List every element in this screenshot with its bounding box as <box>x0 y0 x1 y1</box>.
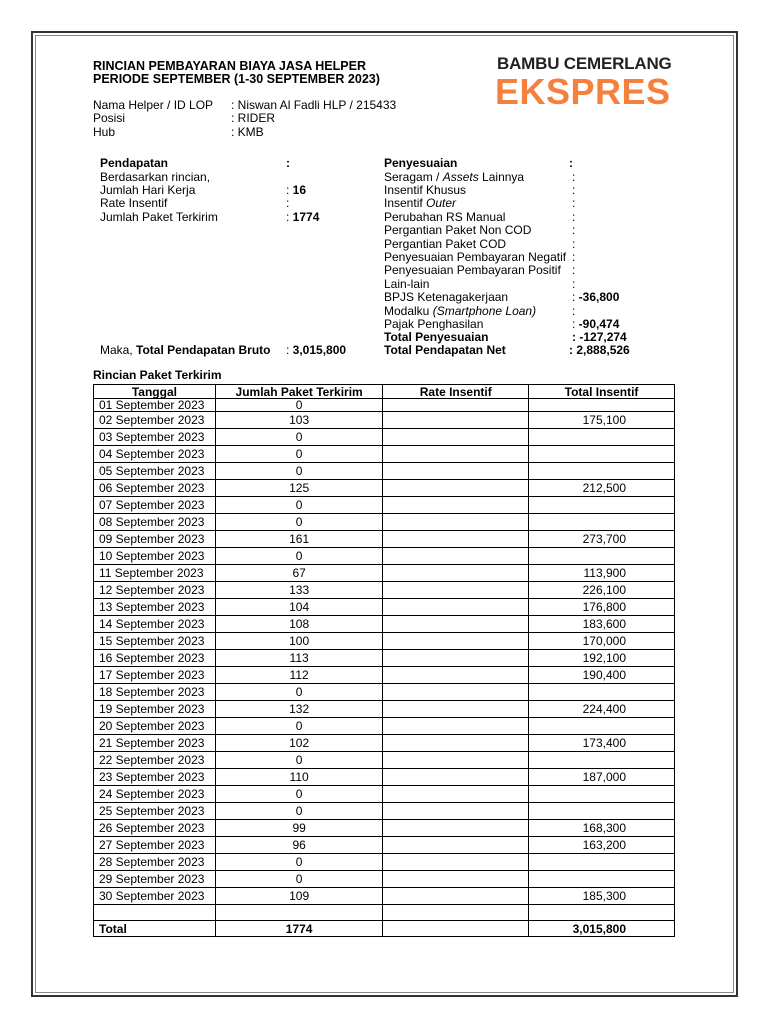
paket-cell: 0 <box>215 684 383 701</box>
paket-cell: 0 <box>215 718 383 735</box>
column-header: Total Insentif <box>529 385 675 399</box>
paket-cell: 108 <box>215 616 383 633</box>
penyesuaian-value: : <box>572 169 576 184</box>
value: 3,015,800 <box>292 343 347 357</box>
rate-cell <box>383 837 529 854</box>
logo-text-top: BAMBU CEMERLANG <box>497 54 672 73</box>
rate-cell <box>383 582 529 599</box>
date-cell: 14 September 2023 <box>94 616 216 633</box>
date-cell: 29 September 2023 <box>94 871 216 888</box>
penyesuaian-label: Penyesuaian Pembayaran Positif <box>384 263 561 278</box>
date-cell: 13 September 2023 <box>94 599 216 616</box>
rate-cell <box>383 565 529 582</box>
title-line-1: RINCIAN PEMBAYARAN BIAYA JASA HELPER <box>93 59 366 73</box>
rate-cell <box>383 718 529 735</box>
rate-cell <box>383 735 529 752</box>
rate-cell <box>383 616 529 633</box>
table-row <box>94 565 675 582</box>
table-row <box>94 820 675 837</box>
insentif-cell: 170,000 <box>529 633 675 650</box>
insentif-cell: 163,200 <box>529 837 675 854</box>
paket-cell: 0 <box>215 514 383 531</box>
table-row <box>94 854 675 871</box>
date-cell: 01 September 2023 <box>94 399 216 412</box>
paket-cell: 0 <box>215 786 383 803</box>
penyesuaian-value: : -36,800 <box>572 290 620 305</box>
rate-cell <box>383 854 529 871</box>
penyesuaian-value: : <box>572 223 576 238</box>
rate-cell <box>383 429 529 446</box>
info-label: Hub <box>93 124 116 139</box>
document-title <box>93 60 380 87</box>
table-row <box>94 514 675 531</box>
table-row <box>94 548 675 565</box>
rate-cell <box>383 531 529 548</box>
rate-cell <box>383 599 529 616</box>
value: -36,800 <box>578 290 620 305</box>
total-pendapatan-net-value: : 2,888,526 <box>569 343 630 357</box>
paket-cell: 0 <box>215 463 383 480</box>
date-cell: 26 September 2023 <box>94 820 216 837</box>
date-cell: 30 September 2023 <box>94 888 216 905</box>
table-row <box>94 701 675 718</box>
penyesuaian-label: Lain-lain <box>384 276 430 291</box>
paket-cell: 132 <box>215 701 383 718</box>
penyesuaian-label: Insentif Khusus <box>384 182 467 197</box>
penyesuaian-value: : <box>572 196 576 211</box>
date-cell: 18 September 2023 <box>94 684 216 701</box>
rate-cell <box>383 871 529 888</box>
column-header: Tanggal <box>94 385 216 399</box>
rate-cell <box>383 650 529 667</box>
table-row <box>94 463 675 480</box>
rate-cell <box>383 786 529 803</box>
insentif-cell: 187,000 <box>529 769 675 786</box>
table-row <box>94 837 675 854</box>
info-value: : RIDER <box>231 111 276 126</box>
rate-cell <box>383 463 529 480</box>
penyesuaian-value: : -90,474 <box>572 316 620 331</box>
table-row <box>94 786 675 803</box>
date-cell: 02 September 2023 <box>94 412 216 429</box>
table-row <box>94 735 675 752</box>
total-pendapatan-bruto <box>100 344 270 357</box>
table-row <box>94 531 675 548</box>
paket-cell: 110 <box>215 769 383 786</box>
pendapatan-heading: Pendapatan <box>100 156 169 170</box>
insentif-cell: 3,015,800 <box>529 921 675 937</box>
insentif-cell <box>529 548 675 565</box>
penyesuaian-value: : <box>572 236 576 251</box>
date-cell: 22 September 2023 <box>94 752 216 769</box>
rate-cell <box>383 446 529 463</box>
date-cell: 24 September 2023 <box>94 786 216 803</box>
rate-cell <box>383 921 529 937</box>
penyesuaian-label: Perubahan RS Manual <box>384 209 506 224</box>
table-row <box>94 718 675 735</box>
paket-cell: 103 <box>215 412 383 429</box>
insentif-cell <box>529 905 675 921</box>
pendapatan-label: Jumlah Paket Terkirim <box>100 209 218 224</box>
insentif-cell: 113,900 <box>529 565 675 582</box>
insentif-cell <box>529 429 675 446</box>
paket-cell: 96 <box>215 837 383 854</box>
date-cell: 28 September 2023 <box>94 854 216 871</box>
date-cell: 27 September 2023 <box>94 837 216 854</box>
rate-cell <box>383 480 529 497</box>
rate-cell <box>383 684 529 701</box>
paket-cell: 161 <box>215 531 383 548</box>
date-cell: 08 September 2023 <box>94 514 216 531</box>
table-row <box>94 752 675 769</box>
paket-cell: 67 <box>215 565 383 582</box>
date-cell: 25 September 2023 <box>94 803 216 820</box>
insentif-cell <box>529 446 675 463</box>
date-cell: 15 September 2023 <box>94 633 216 650</box>
total-pendapatan-net-label: Total Pendapatan Net <box>384 343 506 357</box>
column-header: Rate Insentif <box>383 385 529 399</box>
pendapatan-value: : <box>286 196 290 211</box>
date-cell: Total <box>94 921 216 937</box>
rate-cell <box>383 752 529 769</box>
table-row <box>94 480 675 497</box>
value: 16 <box>292 183 307 197</box>
rate-cell <box>383 905 529 921</box>
penyesuaian-label: Modalku (Smartphone Loan) <box>384 303 537 318</box>
date-cell: 05 September 2023 <box>94 463 216 480</box>
colon: : <box>569 156 573 170</box>
logo-text-bottom: EKSPRES <box>495 71 671 112</box>
penyesuaian-label: Pergantian Paket Non COD <box>384 223 532 238</box>
penyesuaian-label: Seragam / Assets Lainnya <box>384 169 525 184</box>
value: -90,474 <box>578 316 620 331</box>
paket-cell: 0 <box>215 497 383 514</box>
penyesuaian-value: : <box>572 263 576 278</box>
pendapatan-value: : 16 <box>286 183 307 197</box>
insentif-cell <box>529 871 675 888</box>
date-cell: 11 September 2023 <box>94 565 216 582</box>
date-cell: 06 September 2023 <box>94 480 216 497</box>
paket-cell: 0 <box>215 429 383 446</box>
rate-cell <box>383 514 529 531</box>
info-value: : KMB <box>231 124 264 139</box>
rate-cell <box>383 888 529 905</box>
rate-cell <box>383 769 529 786</box>
insentif-cell <box>529 399 675 412</box>
paket-cell: 104 <box>215 599 383 616</box>
penyesuaian-value: : <box>572 209 576 224</box>
info-label: Nama Helper / ID LOP <box>93 98 214 112</box>
insentif-cell: 183,600 <box>529 616 675 633</box>
penyesuaian-value: : <box>572 276 576 291</box>
total-pendapatan-bruto-value: : 3,015,800 <box>286 343 347 357</box>
rate-cell <box>383 667 529 684</box>
table-header-row <box>94 385 675 399</box>
paket-cell: 100 <box>215 633 383 650</box>
date-cell: 12 September 2023 <box>94 582 216 599</box>
insentif-cell <box>529 854 675 871</box>
table-row <box>94 803 675 820</box>
table-caption: Rincian Paket Terkirim <box>93 368 222 382</box>
table-row <box>94 905 675 921</box>
table-row <box>94 616 675 633</box>
insentif-cell <box>529 786 675 803</box>
colon: : <box>286 156 290 170</box>
penyesuaian-value: : <box>572 303 576 318</box>
table-row <box>94 429 675 446</box>
rate-cell <box>383 412 529 429</box>
table-row <box>94 446 675 463</box>
table-row <box>94 599 675 616</box>
insentif-cell: 190,400 <box>529 667 675 684</box>
penyesuaian-label: Pergantian Paket COD <box>384 236 507 251</box>
pendapatan-intro: Berdasarkan rincian, <box>100 169 211 184</box>
penyesuaian-label: Pajak Penghasilan <box>384 316 484 331</box>
table-row <box>94 769 675 786</box>
paket-cell: 133 <box>215 582 383 599</box>
prefix: Maka, <box>100 343 133 357</box>
value: 2,888,526 <box>576 343 630 357</box>
rate-cell <box>383 548 529 565</box>
paket-cell: 0 <box>215 548 383 565</box>
insentif-cell <box>529 718 675 735</box>
paket-cell: 112 <box>215 667 383 684</box>
paket-cell: 99 <box>215 820 383 837</box>
penyesuaian-value: : <box>572 249 576 264</box>
rate-cell <box>383 803 529 820</box>
insentif-cell <box>529 684 675 701</box>
paket-cell: 0 <box>215 446 383 463</box>
title-line-2: PERIODE SEPTEMBER (1-30 SEPTEMBER 2023) <box>93 72 380 87</box>
insentif-cell: 168,300 <box>529 820 675 837</box>
table-row <box>94 888 675 905</box>
paket-cell: 125 <box>215 480 383 497</box>
paket-cell: 109 <box>215 888 383 905</box>
paket-cell: 1774 <box>215 921 383 937</box>
insentif-cell: 175,100 <box>529 412 675 429</box>
info-value: : Niswan Al Fadli HLP / 215433 <box>231 98 397 112</box>
penyesuaian-heading: Penyesuaian <box>384 156 458 170</box>
insentif-cell: 226,100 <box>529 582 675 599</box>
paket-cell: 0 <box>215 399 383 412</box>
penyesuaian-label: BPJS Ketenagakerjaan <box>384 290 509 305</box>
date-cell: 03 September 2023 <box>94 429 216 446</box>
date-cell: 20 September 2023 <box>94 718 216 735</box>
rincian-table <box>93 384 675 937</box>
penyesuaian-label: Penyesuaian Pembayaran Negatif <box>384 249 567 264</box>
table-row <box>94 871 675 888</box>
label: Total Pendapatan Bruto <box>136 343 271 357</box>
insentif-cell: 185,300 <box>529 888 675 905</box>
rate-cell <box>383 497 529 514</box>
insentif-cell: 192,100 <box>529 650 675 667</box>
paket-cell: 0 <box>215 752 383 769</box>
date-cell: 09 September 2023 <box>94 531 216 548</box>
info-label: Posisi <box>93 111 126 126</box>
date-cell: 07 September 2023 <box>94 497 216 514</box>
total-penyesuaian-value: : -127,274 <box>572 330 627 344</box>
insentif-cell: 273,700 <box>529 531 675 548</box>
insentif-cell: 212,500 <box>529 480 675 497</box>
penyesuaian-value: : <box>572 182 576 197</box>
insentif-cell <box>529 514 675 531</box>
date-cell: 04 September 2023 <box>94 446 216 463</box>
paket-cell: 113 <box>215 650 383 667</box>
rate-cell <box>383 399 529 412</box>
rate-cell <box>383 633 529 650</box>
insentif-cell: 176,800 <box>529 599 675 616</box>
value: -127,274 <box>579 330 627 344</box>
insentif-cell <box>529 463 675 480</box>
pendapatan-label: Rate Insentif <box>100 196 168 211</box>
paket-cell: 0 <box>215 854 383 871</box>
table-row <box>94 582 675 599</box>
insentif-cell <box>529 752 675 769</box>
date-cell: 10 September 2023 <box>94 548 216 565</box>
column-header: Jumlah Paket Terkirim <box>215 385 383 399</box>
penyesuaian-label: Insentif Outer <box>384 196 457 211</box>
pendapatan-value: : 1774 <box>286 209 320 224</box>
table-row <box>94 497 675 514</box>
rate-cell <box>383 820 529 837</box>
paket-cell <box>215 905 383 921</box>
pendapatan-label: Jumlah Hari Kerja <box>100 183 196 197</box>
date-cell <box>94 905 216 921</box>
date-cell: 23 September 2023 <box>94 769 216 786</box>
insentif-cell: 224,400 <box>529 701 675 718</box>
table-row <box>94 667 675 684</box>
table-total-row <box>94 921 675 937</box>
date-cell: 19 September 2023 <box>94 701 216 718</box>
rate-cell <box>383 701 529 718</box>
insentif-cell <box>529 497 675 514</box>
table-row <box>94 684 675 701</box>
paket-cell: 0 <box>215 871 383 888</box>
date-cell: 21 September 2023 <box>94 735 216 752</box>
insentif-cell <box>529 803 675 820</box>
total-penyesuaian-label: Total Penyesuaian <box>384 330 489 344</box>
table-row <box>94 650 675 667</box>
table-row <box>94 412 675 429</box>
value: 1774 <box>292 209 320 224</box>
date-cell: 16 September 2023 <box>94 650 216 667</box>
date-cell: 17 September 2023 <box>94 667 216 684</box>
paket-cell: 0 <box>215 803 383 820</box>
paket-cell: 102 <box>215 735 383 752</box>
table-row <box>94 399 675 412</box>
insentif-cell: 173,400 <box>529 735 675 752</box>
table-row <box>94 633 675 650</box>
